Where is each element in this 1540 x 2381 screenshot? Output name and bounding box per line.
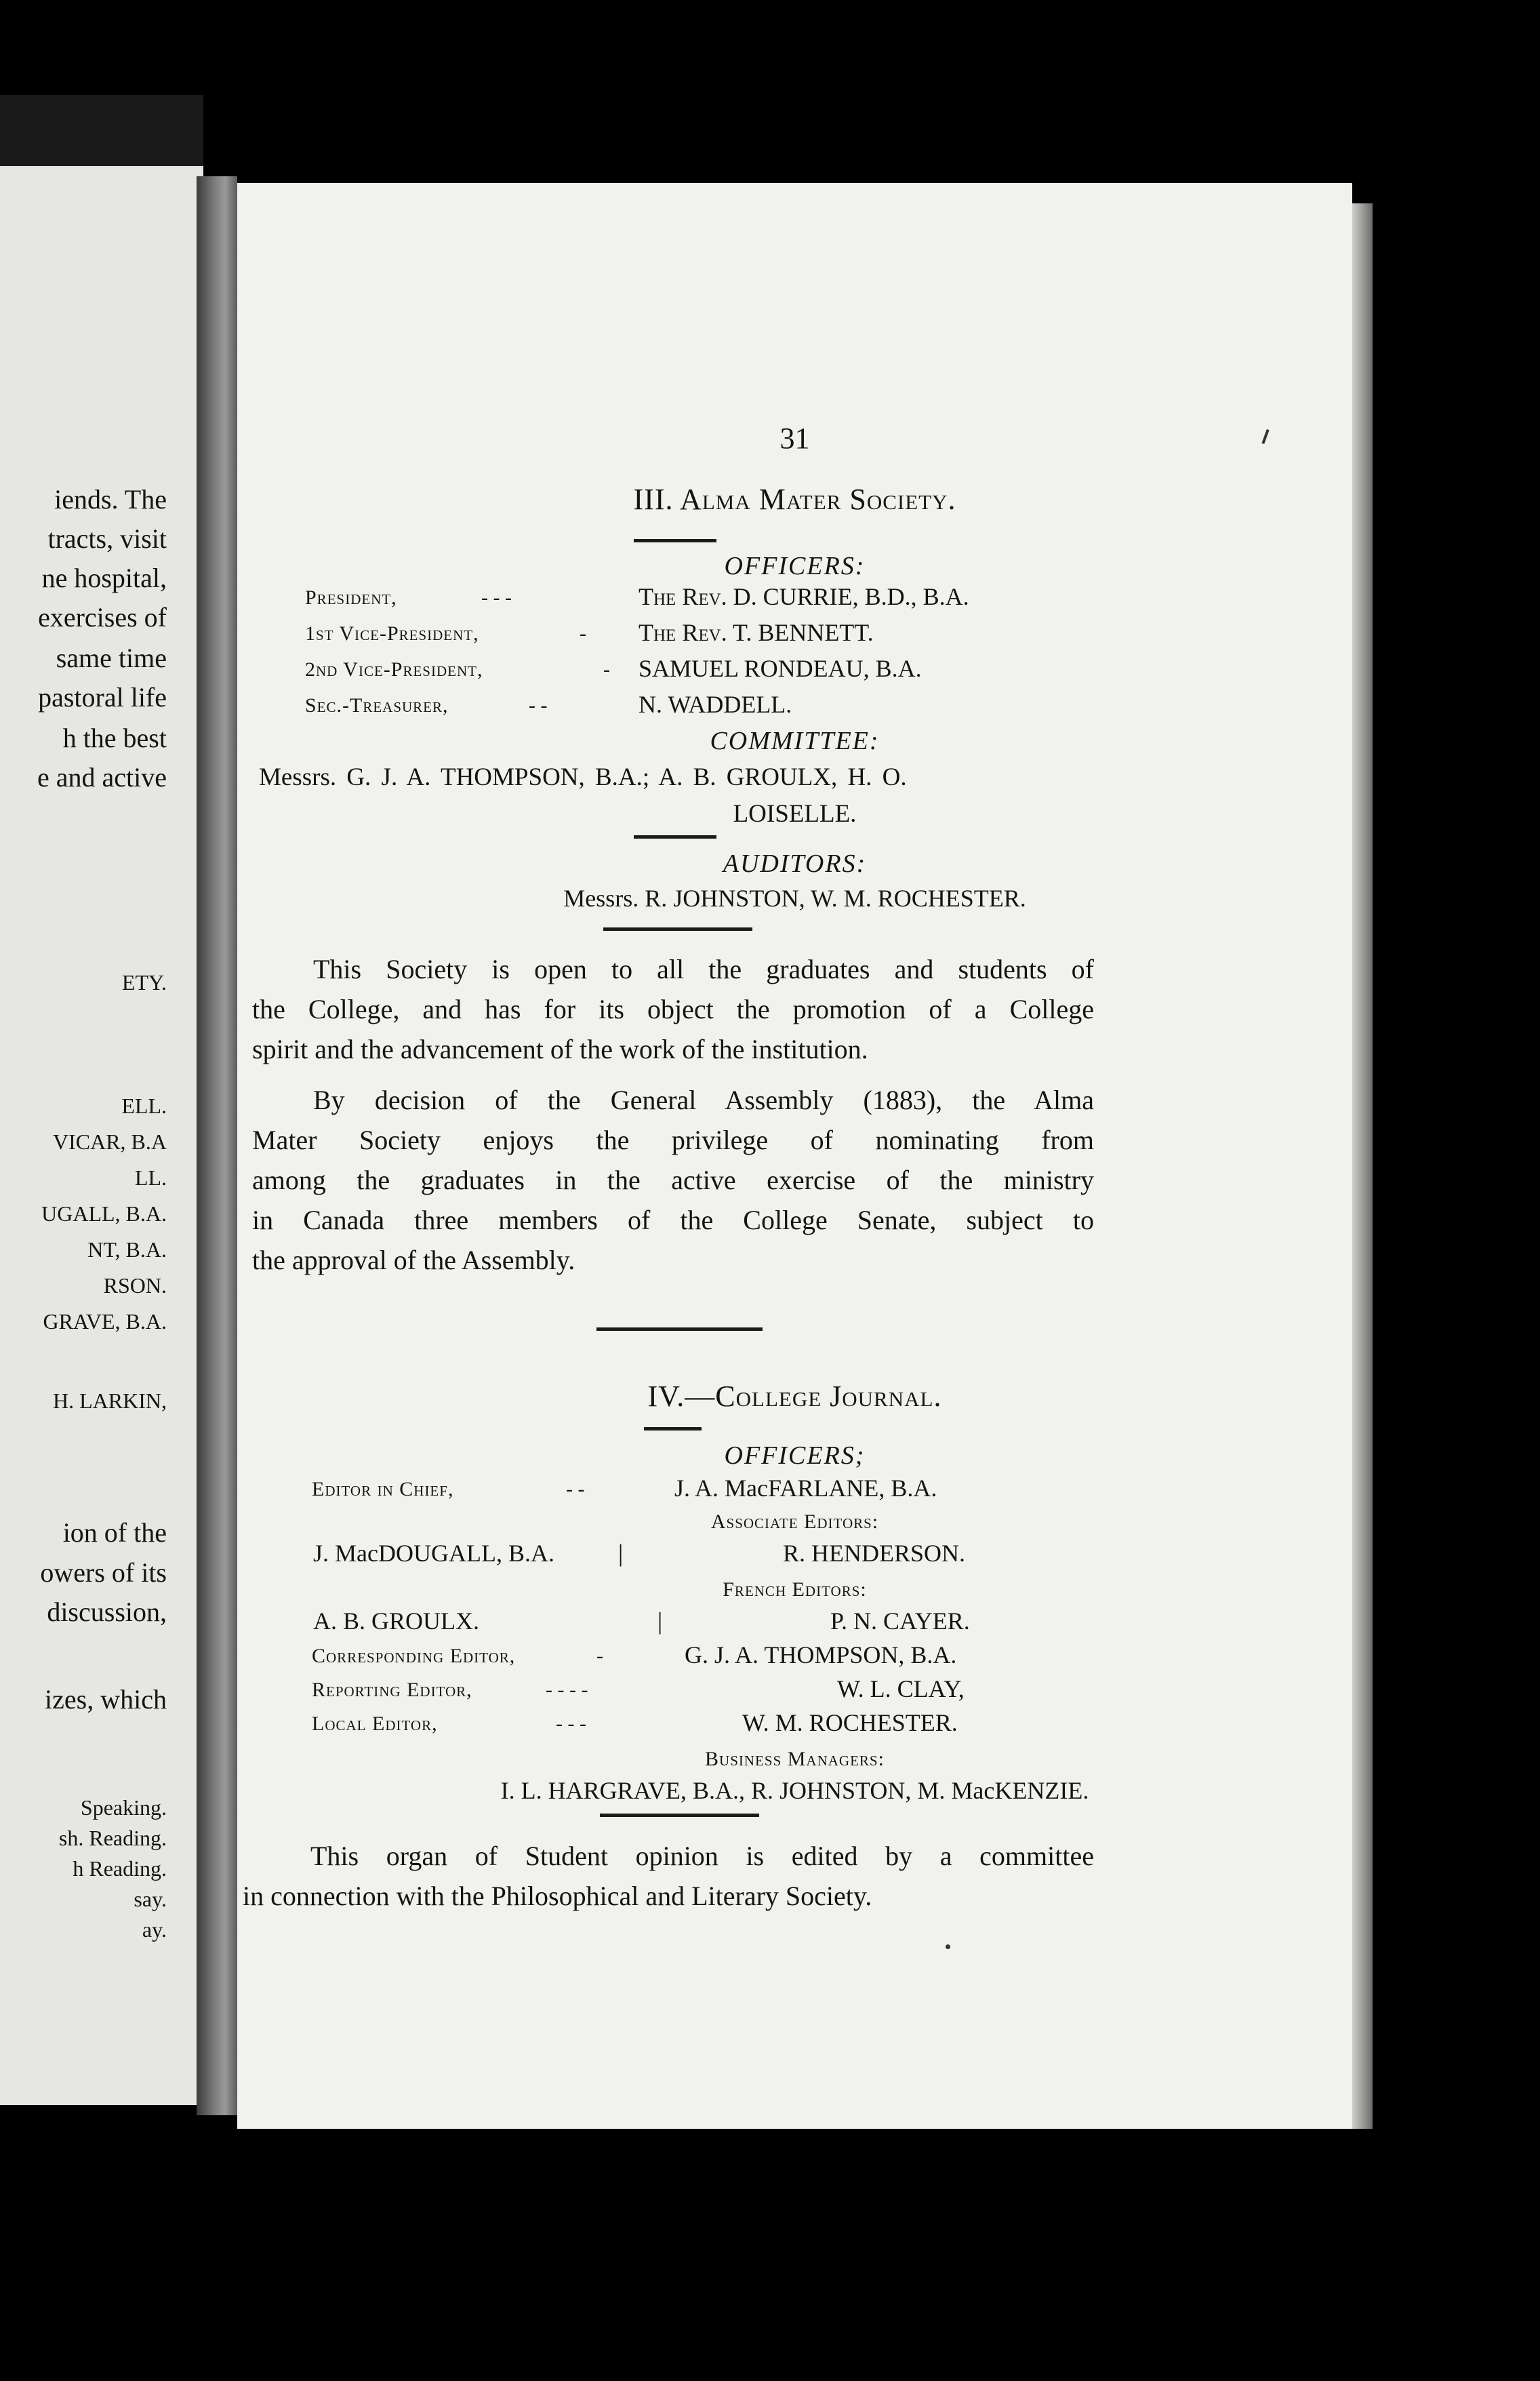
leader-dots: - bbox=[603, 658, 610, 681]
corresponding-editor-label: Corresponding Editor, bbox=[312, 1645, 516, 1667]
society-description bbox=[252, 949, 1094, 1069]
associate-editor: R. HENDERSON. bbox=[783, 1540, 966, 1567]
officer-title: 2nd Vice-President, bbox=[305, 658, 483, 681]
left-fragment: h Reading. bbox=[73, 1856, 167, 1881]
divider bbox=[600, 1814, 759, 1817]
reporting-editor-label: Reporting Editor, bbox=[312, 1679, 472, 1701]
left-fragment: ay. bbox=[142, 1917, 167, 1942]
left-fragment: RSON. bbox=[103, 1273, 167, 1298]
left-fragment: discussion, bbox=[47, 1597, 167, 1627]
left-page bbox=[0, 166, 203, 2105]
reporting-editor: W. L. CLAY, bbox=[837, 1675, 965, 1702]
business-managers: I. L. HARGRAVE, B.A., R. JOHNSTON, M. MacKENZIE. bbox=[500, 1777, 1089, 1804]
left-fragment: UGALL, B.A. bbox=[41, 1201, 167, 1226]
text-line: in connection with the Philosophical and Literary Society. bbox=[243, 1881, 872, 1911]
left-fragment: VICAR, B.A bbox=[52, 1129, 167, 1154]
separator: | bbox=[618, 1540, 624, 1567]
text-line: Mater Society enjoys the privilege of nominating from bbox=[252, 1125, 1094, 1155]
left-fragment: e and active bbox=[37, 762, 167, 793]
associate-editor: J. MacDOUGALL, B.A. bbox=[313, 1540, 554, 1567]
page-number: 31 bbox=[779, 422, 810, 455]
leader-dots: - - bbox=[566, 1478, 585, 1500]
divider bbox=[634, 835, 716, 839]
french-editor: P. N. CAYER. bbox=[830, 1607, 970, 1635]
text-line: in Canada three members of the College Senate, subject to bbox=[252, 1205, 1094, 1235]
journal-description bbox=[243, 1836, 1094, 1916]
editor-in-chief-label: Editor in Chief, bbox=[312, 1478, 454, 1500]
journal-officers-heading: OFFICERS; bbox=[724, 1441, 866, 1470]
text-line: the College, and has for its object the promotion of a College bbox=[252, 994, 1094, 1024]
left-fragment: GRAVE, B.A. bbox=[43, 1309, 167, 1334]
main-page bbox=[237, 183, 1352, 2129]
officers-heading: OFFICERS: bbox=[724, 552, 866, 580]
section-title: IV.—College Journal. bbox=[647, 1380, 942, 1413]
ink-dot bbox=[946, 1944, 950, 1949]
committee-members: Messrs. G. J. A. THOMPSON, B.A.; A. B. GROULX, H. O. bbox=[259, 763, 907, 791]
officer-title: 1st Vice-President, bbox=[305, 622, 479, 645]
associate-editors-heading: Associate Editors: bbox=[710, 1510, 879, 1533]
french-editors-heading: French Editors: bbox=[723, 1578, 867, 1601]
text-line: among the graduates in the active exercise of the ministry bbox=[252, 1165, 1094, 1195]
section-divider bbox=[596, 1327, 763, 1331]
business-managers-heading: Business Managers: bbox=[705, 1748, 885, 1770]
divider bbox=[634, 539, 716, 542]
left-fragment: ETY. bbox=[121, 970, 167, 995]
officer-name: SAMUEL RONDEAU, B.A. bbox=[639, 655, 922, 682]
auditors-heading: AUDITORS: bbox=[723, 849, 867, 878]
left-fragment: sh. Reading. bbox=[58, 1826, 167, 1850]
left-fragment: same time bbox=[56, 643, 167, 673]
left-page-edge bbox=[0, 95, 203, 169]
divider bbox=[644, 1427, 702, 1430]
officer-title: Sec.-Treasurer, bbox=[305, 694, 449, 717]
left-fragment: H. LARKIN, bbox=[53, 1388, 167, 1413]
left-fragment: izes, which bbox=[45, 1684, 167, 1715]
text-line: This Society is open to all the graduates and students of bbox=[313, 954, 1094, 984]
page-edge bbox=[1352, 203, 1373, 2129]
text-line: By decision of the General Assembly (1883), the Alma bbox=[313, 1085, 1094, 1115]
committee-members-cont: LOISELLE. bbox=[733, 800, 857, 828]
left-fragment: h the best bbox=[62, 723, 167, 753]
leader-dots: - - bbox=[529, 694, 548, 717]
leader-dots: - - - - bbox=[546, 1679, 588, 1701]
left-fragment: ion of the bbox=[62, 1517, 167, 1548]
assembly-decision bbox=[252, 1080, 1094, 1280]
editor-in-chief: J. A. MacFARLANE, B.A. bbox=[674, 1475, 937, 1502]
text-line: This organ of Student opinion is edited by a committee bbox=[310, 1841, 1094, 1871]
left-fragment: owers of its bbox=[40, 1557, 167, 1588]
left-fragment: pastoral life bbox=[38, 682, 167, 713]
local-editor: W. M. ROCHESTER. bbox=[742, 1709, 958, 1736]
auditors-list: Messrs. R. JOHNSTON, W. M. ROCHESTER. bbox=[563, 885, 1026, 912]
leader-dots: - bbox=[580, 622, 586, 645]
left-fragment: ne hospital, bbox=[41, 563, 167, 593]
separator: | bbox=[657, 1607, 663, 1635]
leader-dots: - - - bbox=[556, 1713, 586, 1735]
section-title: III. Alma Mater Society. bbox=[633, 483, 956, 516]
committee-heading: COMMITTEE: bbox=[710, 727, 880, 755]
left-fragment: exercises of bbox=[38, 602, 167, 633]
leader-dots: - bbox=[596, 1645, 603, 1667]
text-line: the approval of the Assembly. bbox=[252, 1245, 575, 1275]
left-fragment: NT, B.A. bbox=[87, 1237, 167, 1262]
leader-dots: - - - bbox=[481, 586, 512, 609]
left-fragment: tracts, visit bbox=[47, 523, 167, 554]
officer-name: The Rev. D. CURRIE, B.D., B.A. bbox=[639, 583, 969, 610]
left-fragment: Speaking. bbox=[80, 1795, 167, 1820]
left-fragment: iends. The bbox=[54, 484, 167, 515]
officer-name: N. WADDELL. bbox=[639, 691, 792, 718]
officer-title: President, bbox=[305, 586, 397, 609]
local-editor-label: Local Editor, bbox=[312, 1713, 438, 1735]
text-line: spirit and the advancement of the work of the institution. bbox=[252, 1034, 868, 1064]
divider bbox=[603, 927, 752, 931]
left-fragment: say. bbox=[134, 1887, 167, 1911]
book-spine bbox=[197, 176, 237, 2115]
left-fragment: ELL. bbox=[121, 1094, 167, 1118]
left-fragment: LL. bbox=[134, 1165, 167, 1190]
french-editor: A. B. GROULX. bbox=[313, 1607, 480, 1635]
officer-name: The Rev. T. BENNETT. bbox=[639, 619, 874, 646]
corresponding-editor: G. J. A. THOMPSON, B.A. bbox=[685, 1641, 957, 1668]
